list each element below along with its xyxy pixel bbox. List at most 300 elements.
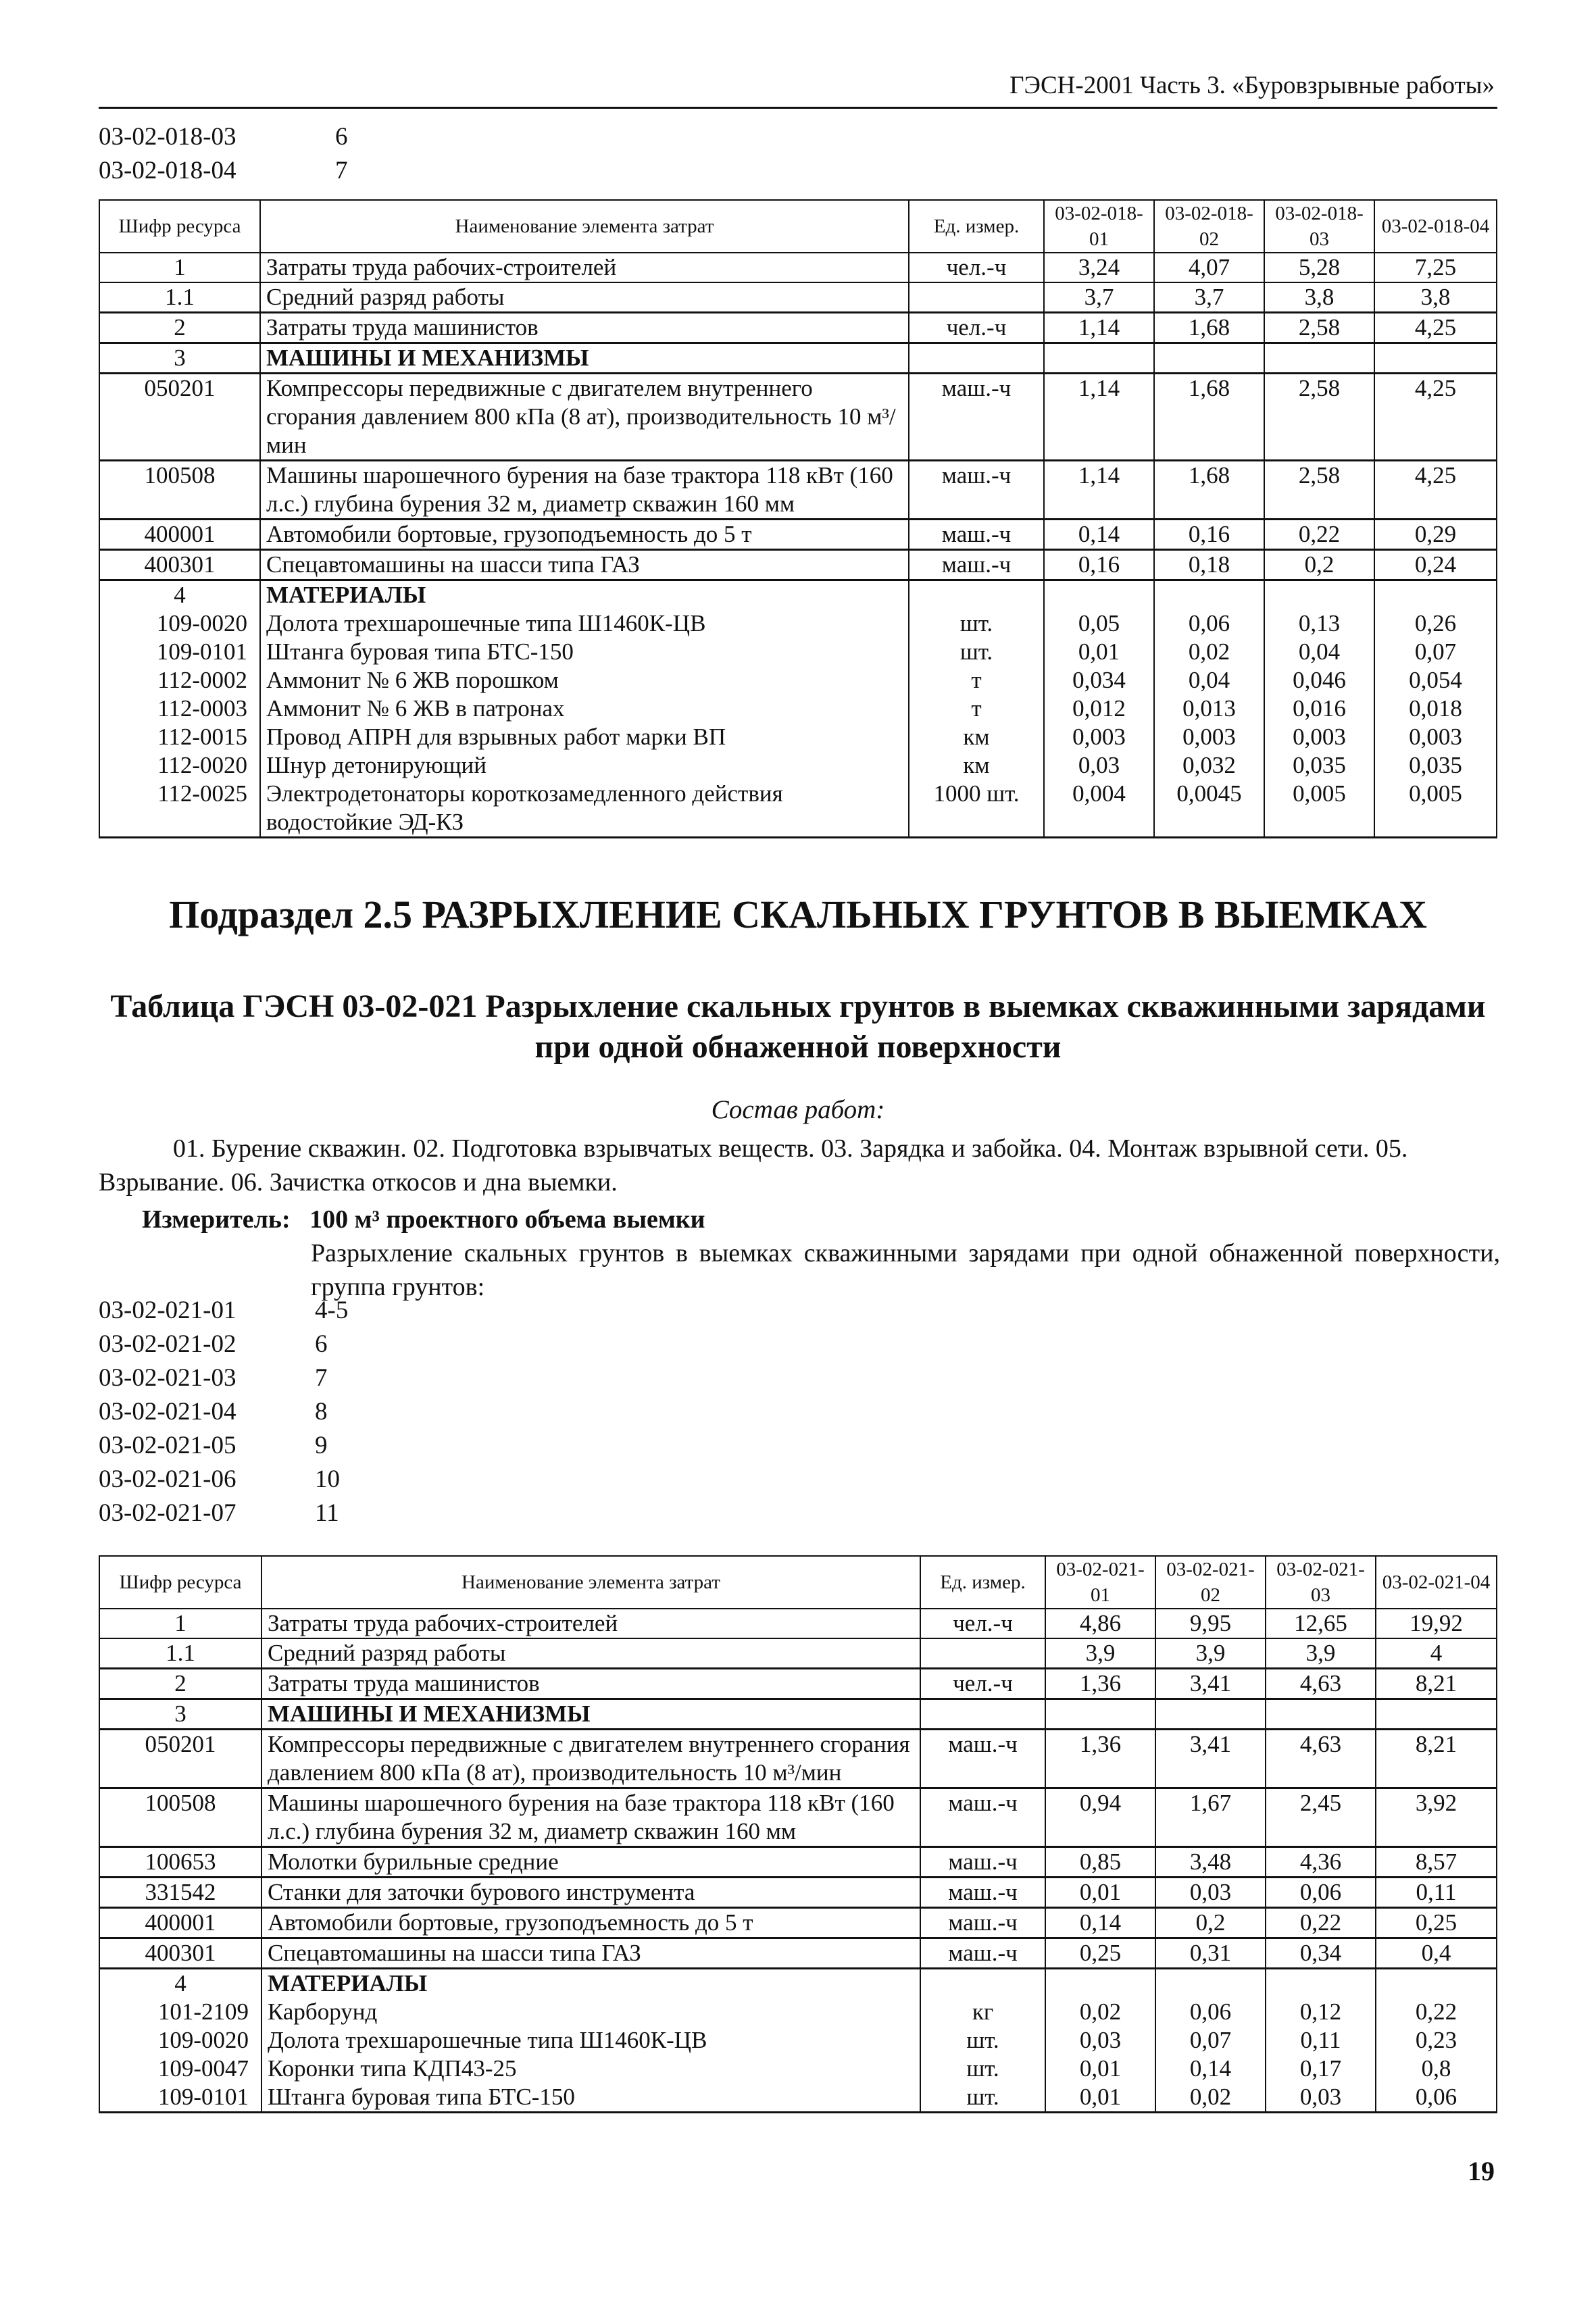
cell-value [1374,580,1497,610]
cell-value: 0,11 [1266,2026,1376,2055]
cell-unit [920,1638,1045,1669]
cell-value: 0,34 [1266,1938,1376,1969]
cell-code: 109-0101 [99,2083,261,2113]
cell-value: 0,02 [1045,1998,1155,2026]
cell-unit [920,1969,1045,1998]
table-row [99,520,1497,550]
cell-code: 331542 [99,1878,261,1908]
cell-value: 4,86 [1045,1609,1155,1638]
cell-unit [920,1699,1045,1730]
cell-value: 0,4 [1376,1938,1497,1969]
cell-unit: маш.-ч [920,1938,1045,1969]
header-col-3: 03-02-018-03 [1264,200,1374,253]
cell-value: 0,01 [1045,1878,1155,1908]
cell-code: 1 [99,1609,261,1638]
cell-value: 5,28 [1264,253,1374,282]
cell-code: 400301 [99,1938,261,1969]
cell-value: 8,21 [1376,1730,1497,1788]
cell-value: 0,22 [1376,1998,1497,2026]
cell-unit: т [909,695,1044,723]
cell-value [1154,580,1264,610]
table-header-row [99,1556,1497,1609]
cell-name: Молотки бурильные средние [261,1847,920,1878]
cell-name: Станки для заточки бурового инструмента [261,1878,920,1908]
cell-value: 4 [1376,1638,1497,1669]
cell-value: 0,25 [1045,1938,1155,1969]
cell-value: 4,25 [1374,313,1497,343]
cell-value: 1,14 [1044,313,1154,343]
cell-unit: маш.-ч [909,550,1044,580]
code-number: 03-02-021-03 [99,1364,236,1392]
cell-name: Шнур детонирующий [260,751,909,780]
cell-value [1045,1969,1155,1998]
table-row [99,1878,1497,1908]
cell-value: 8,21 [1376,1669,1497,1699]
table-row [99,666,1497,695]
cell-value: 0,06 [1376,2083,1497,2113]
cell-value [1264,580,1374,610]
cell-name: МАШИНЫ И МЕХАНИЗМЫ [260,343,909,374]
cell-value [1264,343,1374,374]
cell-name: Электродетонаторы короткозамедленного действия водостойкие ЭД-КЗ [260,780,909,838]
table-row [99,461,1497,520]
table-row [99,1669,1497,1699]
cell-value: 0,01 [1045,2083,1155,2113]
cell-unit: маш.-ч [920,1788,1045,1847]
code-value: 6 [335,123,348,151]
cell-value [1044,580,1154,610]
cell-code: 109-0101 [99,638,260,666]
table-row [99,253,1497,282]
header-col-4: 03-02-021-04 [1376,1556,1497,1609]
cell-value: 0,046 [1264,666,1374,695]
table-row [99,751,1497,780]
cell-value: 0,25 [1376,1908,1497,1938]
header-col-1: 03-02-021-01 [1045,1556,1155,1609]
table-row [99,1609,1497,1638]
cell-value: 0,29 [1374,520,1497,550]
cell-unit: шт. [909,609,1044,638]
cell-name: Аммонит № 6 ЖВ в патронах [260,695,909,723]
cell-unit: км [909,751,1044,780]
cell-value [1154,343,1264,374]
cell-value: 8,57 [1376,1847,1497,1878]
cell-unit: шт. [909,638,1044,666]
cell-name: Спецавтомашины на шасси типа ГАЗ [261,1938,920,1969]
code-list-021 [99,1294,348,1530]
cell-name: Машины шарошечного бурения на базе трактора 118 кВт (160 л.с.) глубина бурения 32 м, диаметр скважин 160 мм [261,1788,920,1847]
header-col-4: 03-02-018-04 [1374,200,1497,253]
table-title: Таблица ГЭСН 03-02-021 Разрыхление скальных грунтов в выемках скважинными зарядами при одной обнаженной поверхности [110,988,1486,1065]
header-col-1: 03-02-018-01 [1044,200,1154,253]
code-value: 7 [315,1364,328,1392]
cell-value: 0,31 [1155,1938,1266,1969]
cell-value: 0,035 [1264,751,1374,780]
cell-code: 1 [99,253,260,282]
cell-value [1266,1969,1376,1998]
cell-code: 112-0015 [99,723,260,751]
cell-value: 4,36 [1266,1847,1376,1878]
cell-value: 0,01 [1044,638,1154,666]
code-number: 03-02-021-07 [99,1499,236,1527]
cell-name: Провод АПРН для взрывных работ марки ВП [260,723,909,751]
measure [142,1205,705,1234]
cell-unit: чел.-ч [920,1609,1045,1638]
cell-value: 0,14 [1155,2055,1266,2083]
cell-name: Автомобили бортовые, грузоподъемность до 5 т [260,520,909,550]
table-row [99,1730,1497,1788]
code-number: 03-02-021-01 [99,1297,236,1324]
cell-value: 3,48 [1155,1847,1266,1878]
cell-value: 7,25 [1374,253,1497,282]
cell-value: 1,36 [1045,1669,1155,1699]
cell-value: 0,02 [1154,638,1264,666]
code-number: 03-02-021-05 [99,1432,236,1459]
cell-unit: маш.-ч [909,520,1044,550]
cell-code: 100653 [99,1847,261,1878]
cell-unit: 1000 шт. [909,780,1044,838]
table-row [99,550,1497,580]
cell-value: 0,2 [1155,1908,1266,1938]
cell-value: 19,92 [1376,1609,1497,1638]
cell-value: 0,2 [1264,550,1374,580]
cell-name: Коронки типа КДП43-25 [261,2055,920,2083]
page-number: 19 [1468,2156,1495,2186]
cell-value: 0,034 [1044,666,1154,695]
code-number: 03-02-018-04 [99,157,236,184]
cell-unit: маш.-ч [920,1878,1045,1908]
cell-value: 0,003 [1044,723,1154,751]
cell-value: 0,02 [1155,2083,1266,2113]
cell-name: МАТЕРИАЛЫ [260,580,909,610]
cell-value: 4,63 [1266,1730,1376,1788]
table-row [99,780,1497,838]
cell-unit [909,580,1044,610]
code-item [99,1496,348,1530]
cell-value: 3,92 [1376,1788,1497,1847]
cell-value [1044,343,1154,374]
table-row [99,1788,1497,1847]
cell-value: 0,06 [1154,609,1264,638]
cell-value: 1,14 [1044,374,1154,461]
cell-value: 0,14 [1044,520,1154,550]
cell-value [1376,1699,1497,1730]
cell-value: 3,41 [1155,1669,1266,1699]
cell-value: 0,03 [1266,2083,1376,2113]
cell-unit: т [909,666,1044,695]
cell-code: 2 [99,313,260,343]
cell-name: Карборунд [261,1998,920,2026]
cell-name: Компрессоры передвижные с двигателем внутреннего сгорания давлением 800 кПа (8 ат), производительность 10 м³/мин [260,374,909,461]
table-row [99,1847,1497,1878]
cell-value: 4,25 [1374,461,1497,520]
cell-value: 0,07 [1374,638,1497,666]
cell-value: 1,67 [1155,1788,1266,1847]
table-row [99,1908,1497,1938]
cell-value: 0,016 [1264,695,1374,723]
cell-value: 0,005 [1264,780,1374,838]
table-row [99,2083,1497,2113]
cell-value: 0,06 [1155,1998,1266,2026]
code-value: 9 [315,1432,328,1459]
cell-code: 3 [99,343,260,374]
code-value: 7 [335,157,348,184]
table-row [99,2026,1497,2055]
cell-value: 0,22 [1264,520,1374,550]
cell-value: 0,032 [1154,751,1264,780]
cell-value: 1,68 [1154,313,1264,343]
table-row [99,609,1497,638]
code-value: 4-5 [315,1297,349,1324]
table-description: Разрыхление скальных грунтов в выемках скважинными зарядами при одной обнаженной поверхности, группа грунтов: [311,1239,1500,1301]
table-row [99,374,1497,461]
cell-value: 3,9 [1266,1638,1376,1669]
cell-value: 9,95 [1155,1609,1266,1638]
cell-name: Штанга буровая типа БТС-150 [260,638,909,666]
cell-unit: маш.-ч [920,1847,1045,1878]
cell-name: Средний разряд работы [260,282,909,313]
cell-value: 0,14 [1045,1908,1155,1938]
cell-value: 3,8 [1374,282,1497,313]
code-value: 6 [315,1330,328,1358]
header-col-3: 03-02-021-03 [1266,1556,1376,1609]
header-col-2: 03-02-021-02 [1155,1556,1266,1609]
cell-name: Автомобили бортовые, грузоподъемность до 5 т [261,1908,920,1938]
cell-value: 0,94 [1045,1788,1155,1847]
cell-code: 109-0047 [99,2055,261,2083]
code-item [99,120,348,154]
code-item [99,1328,348,1361]
table-row [99,1969,1497,1998]
cell-name: Средний разряд работы [261,1638,920,1669]
cell-value: 0,054 [1374,666,1497,695]
cell-name: Долота трехшарошечные типа Ш1460К-ЦВ [260,609,909,638]
header-col-2: 03-02-018-02 [1154,200,1264,253]
cell-value: 0,05 [1044,609,1154,638]
table-row [99,638,1497,666]
cell-value: 3,7 [1154,282,1264,313]
code-item [99,1361,348,1395]
cell-value: 0,11 [1376,1878,1497,1908]
table-row [99,1638,1497,1669]
cell-value: 0,18 [1154,550,1264,580]
table-row [99,313,1497,343]
code-item [99,1429,348,1463]
cell-value: 0,8 [1376,2055,1497,2083]
cell-value: 1,14 [1044,461,1154,520]
cell-value: 0,003 [1154,723,1264,751]
cell-value: 0,17 [1266,2055,1376,2083]
cell-value [1376,1969,1497,1998]
code-value: 11 [315,1499,339,1527]
cell-value: 0,03 [1155,1878,1266,1908]
cell-code: 3 [99,1699,261,1730]
cell-name: Долота трехшарошечные типа Ш1460К-ЦВ [261,2026,920,2055]
cell-value: 2,58 [1264,461,1374,520]
cell-unit: чел.-ч [909,253,1044,282]
cell-value: 0,24 [1374,550,1497,580]
cell-code: 112-0020 [99,751,260,780]
header-unit: Ед. измер. [909,200,1044,253]
cell-value: 3,24 [1044,253,1154,282]
resource-table-018 [99,199,1497,838]
cell-value: 0,06 [1266,1878,1376,1908]
cell-value: 0,22 [1266,1908,1376,1938]
cell-unit: чел.-ч [920,1669,1045,1699]
cell-unit: км [909,723,1044,751]
cell-value: 0,003 [1264,723,1374,751]
cell-value: 0,23 [1376,2026,1497,2055]
code-number: 03-02-021-04 [99,1398,236,1426]
cell-value: 2,45 [1266,1788,1376,1847]
cell-value: 4,63 [1266,1669,1376,1699]
running-header: ГЭСН-2001 Часть 3. «Буровзрывные работы» [1009,72,1495,99]
table-row [99,1699,1497,1730]
cell-code: 112-0003 [99,695,260,723]
table-header-row [99,200,1497,253]
cell-name: Затраты труда рабочих-строителей [261,1609,920,1638]
cell-unit: кг [920,1998,1045,2026]
cell-value: 0,12 [1266,1998,1376,2026]
table-row [99,1998,1497,2026]
cell-unit: шт. [920,2026,1045,2055]
cell-value: 0,035 [1374,751,1497,780]
cell-value: 0,012 [1044,695,1154,723]
cell-value: 0,03 [1044,751,1154,780]
cell-value [1155,1969,1266,1998]
resource-table-021 [99,1555,1497,2113]
header-code: Шифр ресурса [99,1556,261,1609]
header-rule [99,107,1497,109]
works-text: 01. Бурение скважин. 02. Подготовка взрывчатых веществ. 03. Зарядка и забойка. 04. Монтаж взрывной сети. 05. Взрывание. 06. Зачистка откосов и дна выемки. [99,1134,1408,1197]
cell-code: 050201 [99,374,260,461]
cell-value: 0,03 [1045,2026,1155,2055]
cell-unit: маш.-ч [909,461,1044,520]
cell-unit: маш.-ч [920,1908,1045,1938]
cell-value [1045,1699,1155,1730]
cell-code: 400301 [99,550,260,580]
cell-value: 0,07 [1155,2026,1266,2055]
cell-value: 2,58 [1264,374,1374,461]
table-row [99,343,1497,374]
cell-value: 12,65 [1266,1609,1376,1638]
table-row [99,282,1497,313]
cell-value: 4,25 [1374,374,1497,461]
cell-value: 2,58 [1264,313,1374,343]
cell-value: 1,68 [1154,374,1264,461]
table-row [99,1938,1497,1969]
cell-value: 0,16 [1044,550,1154,580]
cell-value: 0,04 [1154,666,1264,695]
header-code: Шифр ресурса [99,200,260,253]
cell-value: 0,0045 [1154,780,1264,838]
cell-value: 0,16 [1154,520,1264,550]
cell-value: 0,13 [1264,609,1374,638]
cell-name: Компрессоры передвижные с двигателем внутреннего сгорания давлением 800 кПа (8 ат), производительность 10 м³/мин [261,1730,920,1788]
header-name: Наименование элемента затрат [261,1556,920,1609]
cell-code: 2 [99,1669,261,1699]
cell-value: 0,26 [1374,609,1497,638]
cell-unit [909,343,1044,374]
works-label: Состав работ: [711,1095,885,1124]
code-number: 03-02-021-02 [99,1330,236,1358]
measure-value: 100 м³ проектного объема выемки [309,1205,705,1234]
measure-label: Измеритель: [142,1205,291,1234]
table-row [99,723,1497,751]
cell-code: 100508 [99,1788,261,1847]
cell-unit [909,282,1044,313]
code-item [99,1395,348,1429]
cell-code: 1.1 [99,1638,261,1669]
cell-name: Затраты труда рабочих-строителей [260,253,909,282]
cell-code: 101-2109 [99,1998,261,2026]
top-code-list [99,120,348,188]
cell-value: 4,07 [1154,253,1264,282]
code-item [99,154,348,188]
code-item [99,1463,348,1496]
cell-code: 100508 [99,461,260,520]
cell-value: 1,36 [1045,1730,1155,1788]
cell-code: 050201 [99,1730,261,1788]
header-unit: Ед. измер. [920,1556,1045,1609]
cell-unit: шт. [920,2055,1045,2083]
cell-code: 1.1 [99,282,260,313]
cell-name: Спецавтомашины на шасси типа ГАЗ [260,550,909,580]
cell-value [1374,343,1497,374]
code-value: 10 [315,1465,340,1493]
cell-code: 109-0020 [99,2026,261,2055]
cell-value: 0,04 [1264,638,1374,666]
code-number: 03-02-021-06 [99,1465,236,1493]
cell-name: Машины шарошечного бурения на базе трактора 118 кВт (160 л.с.) глубина бурения 32 м, диаметр скважин 160 мм [260,461,909,520]
cell-unit: чел.-ч [909,313,1044,343]
code-item [99,1294,348,1328]
cell-value: 1,68 [1154,461,1264,520]
cell-value [1155,1699,1266,1730]
cell-value: 3,41 [1155,1730,1266,1788]
cell-value: 0,85 [1045,1847,1155,1878]
cell-value: 0,013 [1154,695,1264,723]
cell-value: 3,7 [1044,282,1154,313]
header-name: Наименование элемента затрат [260,200,909,253]
cell-value: 0,018 [1374,695,1497,723]
code-value: 8 [315,1398,328,1426]
cell-code: 400001 [99,520,260,550]
cell-name: Аммонит № 6 ЖВ порошком [260,666,909,695]
cell-unit: маш.-ч [909,374,1044,461]
cell-code: 112-0002 [99,666,260,695]
cell-code: 109-0020 [99,609,260,638]
table-row [99,580,1497,610]
cell-name: Затраты труда машинистов [261,1669,920,1699]
cell-value: 0,01 [1045,2055,1155,2083]
cell-value: 3,9 [1155,1638,1266,1669]
cell-value: 3,9 [1045,1638,1155,1669]
cell-code: 112-0025 [99,780,260,838]
cell-value [1266,1699,1376,1730]
cell-unit: маш.-ч [920,1730,1045,1788]
cell-value: 0,005 [1374,780,1497,838]
cell-name: Штанга буровая типа БТС-150 [261,2083,920,2113]
cell-name: МАШИНЫ И МЕХАНИЗМЫ [261,1699,920,1730]
cell-name: Затраты труда машинистов [260,313,909,343]
subsection-title: Подраздел 2.5 РАЗРЫХЛЕНИЕ СКАЛЬНЫХ ГРУНТОВ В ВЫЕМКАХ [169,892,1427,936]
code-number: 03-02-018-03 [99,123,236,151]
cell-code: 4 [99,1969,261,1998]
cell-code: 400001 [99,1908,261,1938]
table-row [99,695,1497,723]
cell-value: 3,8 [1264,282,1374,313]
